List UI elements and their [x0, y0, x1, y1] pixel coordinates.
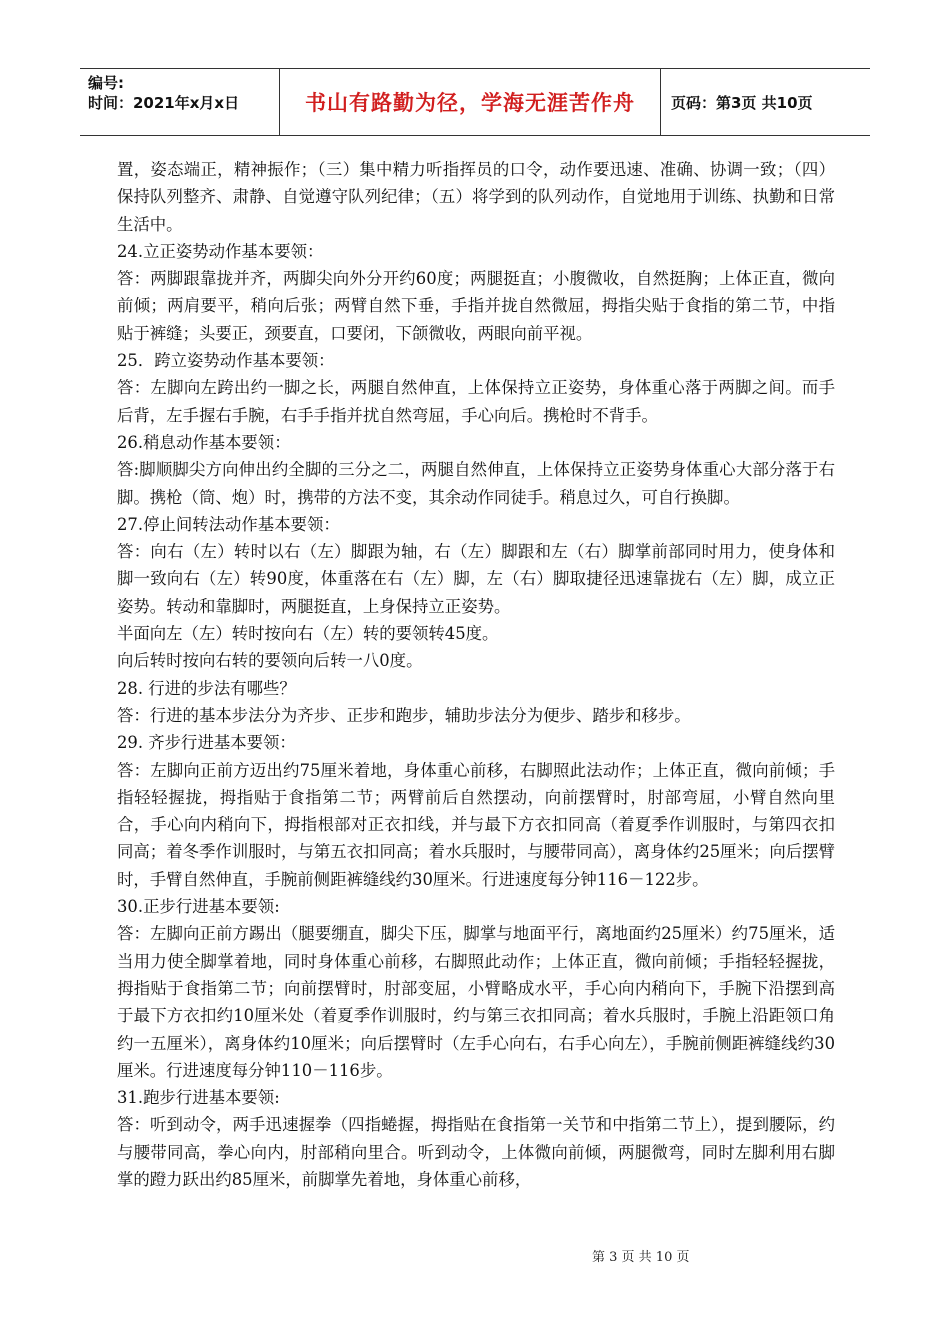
- paragraph: 答：两脚跟靠拢并齐，两脚尖向外分开约60度；两腿挺直；小腹微收，自然挺胸；上体正直，微向前倾；两肩要平，稍向后张；两臂自然下垂，手指并拢自然微屈，拇指尖贴于食指的第二节，中指贴于裤缝；头要正，颈要直，口要闭，下颌微收，两眼向前平视。: [117, 269, 835, 343]
- paragraph: 半面向左（左）转时按向右（左）转的要领转45度。: [117, 624, 499, 644]
- header-table: [80, 68, 870, 136]
- date-label: 时间：2021年x月x日: [88, 94, 240, 112]
- paragraph: 答：左脚向左跨出约一脚之长，两腿自然伸直，上体保持立正姿势，身体重心落于两脚之间。而手后背，左手握右手腕，右手手指并扰自然弯屈，手心向后。携枪时不背手。: [117, 378, 835, 425]
- paragraph: 28. 行进的步法有哪些？: [117, 678, 296, 698]
- paragraph: 30.正步行进基本要领:: [117, 897, 280, 917]
- header-left-cell: [80, 69, 280, 135]
- paragraph: 答：左脚向正前方迈出约75厘米着地，身体重心前移，右脚照此法动作；上体正直，微向前倾；手指轻轻握拢，拇指贴于食指第二节；两臂前后自然摆动，向前摆臂时，肘部弯屈，小臂自然向里合，手心向内稍向下，拇指根部对正衣扣线，并与最下方衣扣同高（着夏季作训服时，与第四衣扣同高；着冬季作训服时，与第五衣扣同高；着水兵服时，与腰带同高），离身体约25厘米；向后摆臂时，手臂自然伸直，手腕前侧距裤缝线约30厘米。行进速度每分钟116－122步。: [117, 760, 835, 889]
- document-body: [117, 156, 835, 1193]
- motto: 书山有路勤为径，学海无涯苦作舟: [280, 69, 661, 135]
- paragraph: 31.跑步行进基本要领:: [117, 1088, 280, 1108]
- paragraph: 向后转时按向右转的要领向后转一八0度。: [117, 651, 423, 671]
- paragraph: 26.稍息动作基本要领：: [117, 432, 291, 452]
- paragraph: 答：左脚向正前方踢出（腿要绷直，脚尖下压，脚掌与地面平行，离地面约25厘米）约75厘米，适当用力使全脚掌着地，同时身体重心前移，右脚照此动作；上体正直，微向前倾；手指轻轻握拢，拇指贴于食指第二节；向前摆臂时，肘部变屈，小臂略成水平，手心向内稍向下，手腕下沿摆到高于最下方衣扣约10厘米处（着夏季作训服时，约与第三衣扣同高；着水兵服时，手腕上沿距领口角约一五厘米），离身体约10厘米；向后摆臂时（左手心向右，右手心向左），手腕前侧距裤缝线约30厘米。行进速度每分钟110－116步。: [117, 924, 835, 1080]
- paragraph: 答:脚顺脚尖方向伸出约全脚的三分之二，两腿自然伸直，上体保持立正姿势身体重心大部分落于右脚。携枪（筒、炮）时，携带的方法不变，其余动作同徒手。稍息过久，可自行换脚。: [117, 460, 835, 507]
- paragraph: 24.立正姿势动作基本要领：: [117, 241, 324, 261]
- paragraph: 置，姿态端正，精神振作；（三）集中精力听指挥员的口令，动作要迅速、准确、协调一致；（四）保持队列整齐、肃静、自觉遵守队列纪律；（五）将学到的队列动作，自觉地用于训练、执勤和日常生活中。: [117, 160, 835, 234]
- paragraph: 答：向右（左）转时以右（左）脚跟为轴，右（左）脚跟和左（右）脚掌前部同时用力，使身体和脚一致向右（左）转90度，体重落在右（左）脚，左（右）脚取捷径迅速靠拢右（左）脚，成立正姿势。转动和靠脚时，两腿挺直，上身保持立正姿势。: [117, 542, 835, 616]
- page-footer: 第 3 页 共 10 页: [592, 1250, 690, 1265]
- paragraph: 25．跨立姿势动作基本要领：: [117, 351, 335, 371]
- paragraph: 29. 齐步行进基本要领：: [117, 733, 296, 753]
- paragraph: 27.停止间转法动作基本要领：: [117, 514, 340, 534]
- paragraph: 答：行进的基本步法分为齐步、正步和跑步，辅助步法分为便步、踏步和移步。: [117, 705, 691, 725]
- number-label: 编号:: [88, 74, 124, 92]
- paragraph: 答：听到动令，两手迅速握拳（四指蜷握，拇指贴在食指第一关节和中指第二节上），提到腰际，约与腰带同高，拳心向内，肘部稍向里合。听到动令，上体微向前倾，两腿微弯，同时左脚利用右脚掌的蹬力跃出约85厘米，前脚掌先着地，身体重心前移，: [117, 1115, 835, 1189]
- page-label: 页码：第3页 共10页: [671, 93, 813, 112]
